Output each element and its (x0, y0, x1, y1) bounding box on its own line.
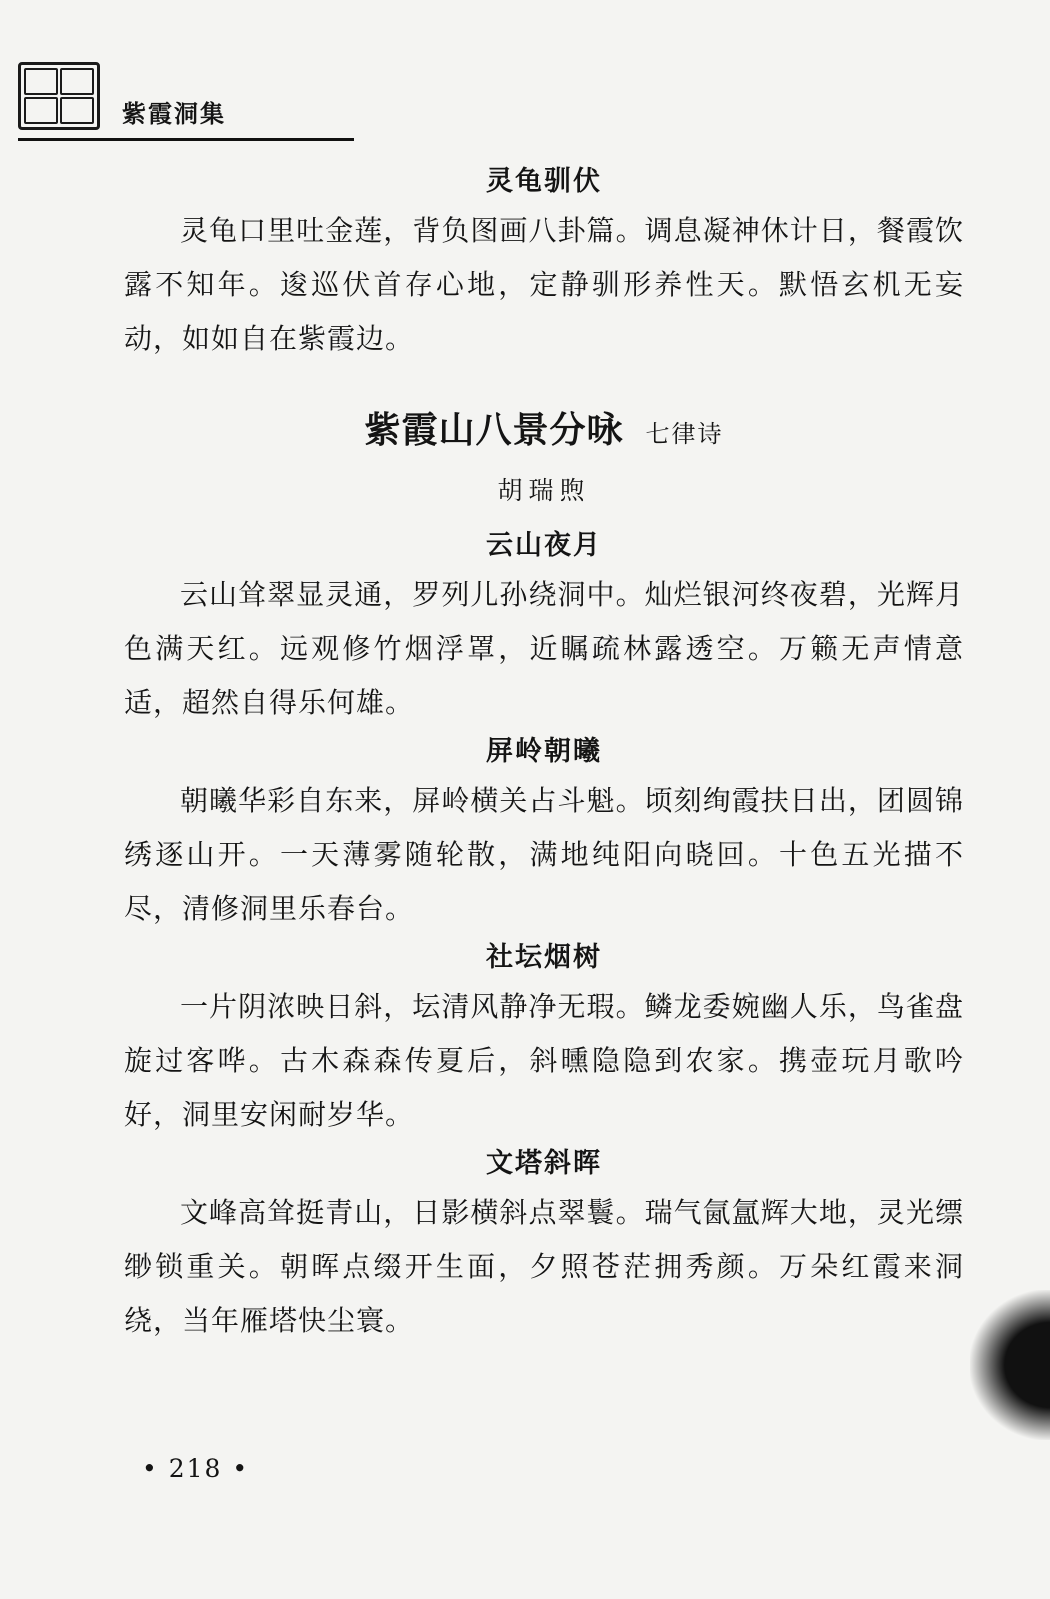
poem-heading-pingling: 屏岭朝曦 (486, 736, 602, 767)
poem-text-wenta: 文峰高耸挺青山，日影横斜点翠鬟。瑞气氤氲辉大地，灵光缥缈锁重关。朝晖点缀开生面，夕照苍茫拥秀颜。万朵红霞来洞绕，当年雁塔快尘寰。 (124, 1196, 964, 1337)
main-title-row (124, 400, 964, 460)
seal-stamp-icon (18, 62, 100, 130)
poem-text-shetan: 一片阴浓映日斜，坛清风静净无瑕。鳞龙委婉幽人乐，鸟雀盘旋过客哗。古木森森传夏后，斜曛隐隐到农家。携壶玩月歌吟好，洞里安闲耐岁华。 (124, 990, 964, 1131)
main-subtitle: 七律诗 (645, 420, 724, 448)
poem-heading-yunshan: 云山夜月 (486, 530, 602, 561)
header-rule (18, 138, 354, 141)
running-header (18, 58, 358, 148)
main-title: 紫霞山八景分咏 (364, 409, 624, 451)
poem-heading-shetan: 社坛烟树 (486, 942, 602, 973)
poem-heading-linggui: 灵龟驯伏 (486, 166, 602, 197)
page-content (124, 160, 964, 1348)
poem-heading-wenta: 文塔斜晖 (486, 1148, 602, 1179)
poem-text-pingling: 朝曦华彩自东来，屏岭横关占斗魁。顷刻绚霞扶日出，团圆锦绣逐山开。一天薄雾随轮散，满地纯阳向晓回。十色五光描不尽，清修洞里乐春台。 (124, 784, 964, 925)
ink-smudge (970, 1290, 1050, 1440)
running-title: 紫霞洞集 (122, 100, 226, 128)
poem-text-linggui: 灵龟口里吐金莲，背负图画八卦篇。调息凝神休计日，餐霞饮露不知年。逡巡伏首存心地，定静驯形养性天。默悟玄机无妄动，如如自在紫霞边。 (124, 214, 964, 355)
page-number: • 218 • (142, 1454, 250, 1483)
author-name: 胡瑞煦 (497, 476, 591, 505)
poem-text-yunshan: 云山耸翠显灵通，罗列儿孙绕洞中。灿烂银河终夜碧，光辉月色满天红。远观修竹烟浮罩，近瞩疏林露透空。万籁无声情意适，超然自得乐何雄。 (124, 578, 964, 719)
